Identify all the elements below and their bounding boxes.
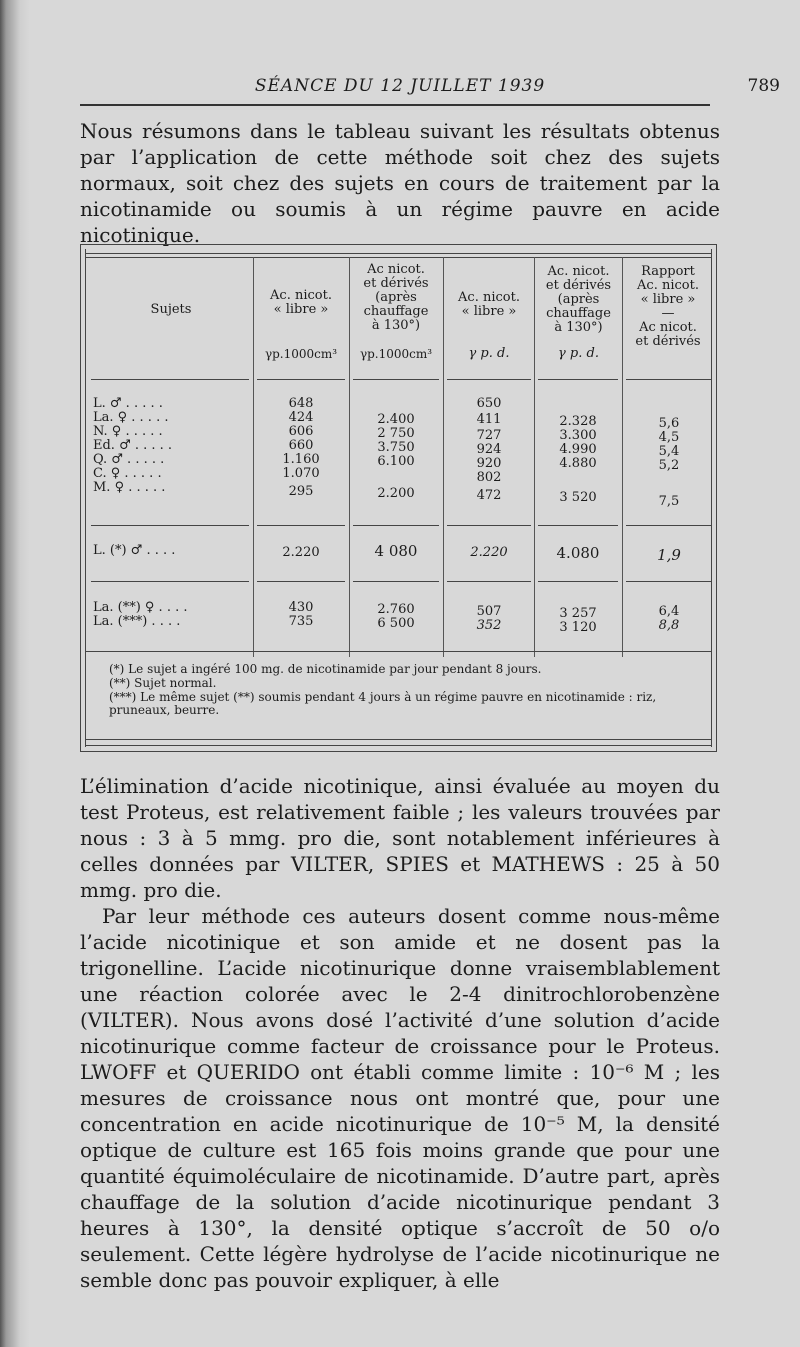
table-cell: 352 xyxy=(476,618,502,633)
subject-label: M. ♀ . . . . . xyxy=(93,480,166,495)
table-cell: 920 xyxy=(476,456,502,471)
header-col3-unit: γ p. d. xyxy=(468,346,510,361)
table-cell: 2.220 xyxy=(282,545,320,560)
table-cell: 2.220 xyxy=(470,545,508,560)
table-cell: 802 xyxy=(476,470,502,485)
table-bottom-rule xyxy=(86,651,711,652)
table-cell: 4 080 xyxy=(374,542,418,560)
col-sep-5 xyxy=(622,257,623,657)
table-cell: 3.300 xyxy=(559,428,597,443)
rule-seg xyxy=(447,525,531,526)
table-cell: 472 xyxy=(476,488,502,503)
table-cell: 424 xyxy=(288,410,314,425)
page-binding-edge xyxy=(0,0,30,1347)
table-cell: 2.760 xyxy=(377,602,415,617)
body-text xyxy=(80,773,720,1293)
table-cell: 3 120 xyxy=(559,620,597,635)
subject-label: Q. ♂ . . . . . xyxy=(93,452,165,467)
table-cell: 6,4 xyxy=(658,604,680,619)
header-col2-unit: γp.1000cm³ xyxy=(359,347,433,361)
subject-label: La. ♀ . . . . . xyxy=(93,410,169,425)
rule-seg xyxy=(538,525,618,526)
table-final-rule-2 xyxy=(86,745,711,746)
results-table xyxy=(80,244,717,752)
rule-seg xyxy=(353,581,439,582)
rule-seg xyxy=(538,379,618,380)
table-top-rule xyxy=(86,253,711,254)
table-cell: 5,2 xyxy=(658,458,680,473)
table-cell: 295 xyxy=(288,484,314,499)
rule-seg xyxy=(353,379,439,380)
rule-seg xyxy=(91,379,249,380)
rule-seg xyxy=(257,581,345,582)
table-cell: 648 xyxy=(288,396,314,411)
col-sep-4 xyxy=(534,257,535,657)
rule-seg xyxy=(257,525,345,526)
rule-seg xyxy=(91,525,249,526)
table-cell: 4.990 xyxy=(559,442,597,457)
intro-paragraph: Nous résumons dans le tableau suivant les résultats obtenus par l’application de cette méthode soit chez des sujets normaux, soit chez des sujets en cours de traitement par la nicotinamide ou soumis à un régime pauvre en acide nicotinique. xyxy=(80,119,720,247)
table-cell: 8,8 xyxy=(658,618,680,633)
col-sep-3 xyxy=(443,257,444,657)
table-cell: 3 257 xyxy=(559,606,597,621)
subject-label: N. ♀ . . . . . xyxy=(93,424,163,439)
header-subjects: Sujets xyxy=(150,302,192,317)
table-cell: 4.080 xyxy=(556,544,600,562)
rule-seg xyxy=(626,525,712,526)
table-cell: 507 xyxy=(476,604,502,619)
subject-label: Ed. ♂ . . . . . xyxy=(93,438,173,453)
table-final-rule xyxy=(86,739,711,740)
table-cell: 660 xyxy=(288,438,314,453)
running-header: SÉANCE DU 12 JUILLET 1939 xyxy=(254,76,546,96)
table-cell: 1.160 xyxy=(282,452,320,467)
table-cell: 1,9 xyxy=(657,546,681,564)
col-sep-2 xyxy=(349,257,350,657)
header-col3: Ac. nicot. « libre » xyxy=(458,290,520,319)
header-col1-unit: γp.1000cm³ xyxy=(264,347,338,361)
table-cell: 650 xyxy=(476,396,502,411)
table-cell: 7,5 xyxy=(658,494,680,509)
table-cell: 3.750 xyxy=(377,440,415,455)
table-cell: 411 xyxy=(476,412,502,427)
table-cell: 6 500 xyxy=(377,616,415,631)
table-note: (**) Sujet normal. xyxy=(109,676,217,690)
rule-seg xyxy=(91,581,249,582)
table-cell: 4,5 xyxy=(658,430,680,445)
body-paragraph-2: Par leur méthode ces auteurs dosent comme nous-même l’acide nicotinique et son amide et ne dosent pas la trigonelline. L’acide nicotinurique donne vraisemblablement une réaction colorée avec le 2-4 dinitrochlorobenzène (VILTER). Nous avons dosé l’activité d’une solution d’acide nicotinurique comme facteur de croissance pour le Proteus. LWOFF et QUERIDO ont établi comme limite : 10⁻⁶ M ; les mesures de croissance nous ont montré que, pour une concentration en acide nicotinurique de 10⁻⁵ M, la densité optique de culture est 165 fois moins grande que pour une quantité équimoléculaire de nicotinamide. D’autre part, après chauffage de la solution d’acide nicotinurique pendant 3 heures à 130°, la densité optique s’accroît de 50 o/o seulement. Cette légère hydrolyse de l’acide nicotinurique ne semble donc pas pouvoir expliquer, à elle xyxy=(80,904,720,1292)
body-paragraph-1: L’élimination d’acide nicotinique, ainsi évaluée au moyen du test Proteus, est relativement faible ; les valeurs trouvées par nous : 3 à 5 mmg. pro die, sont notablement inférieures à celles données par VILTER, SPIES et MATHEWS : 25 à 50 mmg. pro die. xyxy=(80,774,720,902)
subject-label: L. ♂ . . . . . xyxy=(93,396,163,411)
rule-seg xyxy=(257,379,345,380)
table-note: (***) Le même sujet (**) soumis pendant 4 jours à un régime pauvre en nicotinamide : riz, pruneaux, beurre. xyxy=(109,690,657,717)
header-col2: Ac nicot. et dérivés (après chauffage à 130°) xyxy=(363,262,429,333)
rule-seg xyxy=(447,581,531,582)
table-cell: 5,4 xyxy=(658,444,680,459)
header-col4-unit: γ p. d. xyxy=(558,346,599,361)
table-cell: 924 xyxy=(476,442,502,457)
rule-seg xyxy=(353,525,439,526)
table-cell: 2.328 xyxy=(559,414,597,429)
subject-label: L. (*) ♂ . . . . xyxy=(93,543,176,558)
table-header-rule-2 xyxy=(86,257,711,258)
col-sep-1 xyxy=(253,257,254,657)
table-cell: 6.100 xyxy=(377,454,415,469)
rule-seg xyxy=(447,379,531,380)
table-cell: 4.880 xyxy=(559,456,597,471)
table-cell: 727 xyxy=(476,428,502,443)
table-note: (*) Le sujet a ingéré 100 mg. de nicotinamide par jour pendant 8 jours. xyxy=(109,662,542,676)
table-cell: 606 xyxy=(288,424,314,439)
table-cell: 1.070 xyxy=(282,466,320,481)
table-cell: 2.200 xyxy=(377,486,415,501)
page-number: 789 xyxy=(747,76,780,96)
header-rule xyxy=(80,104,710,106)
table-cell: 430 xyxy=(288,600,314,615)
header-col4: Ac. nicot. et dérivés (après chauffage à 130°) xyxy=(545,264,612,335)
table-cell: 735 xyxy=(288,614,314,629)
header-col1: Ac. nicot. « libre » xyxy=(270,288,332,317)
subject-label: La. (**) ♀ . . . . xyxy=(93,600,188,615)
subject-label: C. ♀ . . . . . xyxy=(93,466,162,481)
header-col5: Rapport Ac. nicot. « libre » — Ac nicot. et dérivés xyxy=(635,264,701,349)
table-cell: 2.400 xyxy=(377,412,415,427)
table-cell: 5,6 xyxy=(658,416,680,431)
subject-label: La. (***) . . . . xyxy=(93,614,181,629)
table-cell: 3 520 xyxy=(559,490,597,505)
rule-seg xyxy=(538,581,618,582)
rule-seg xyxy=(626,379,712,380)
rule-seg xyxy=(626,581,712,582)
table-cell: 2 750 xyxy=(377,426,415,441)
